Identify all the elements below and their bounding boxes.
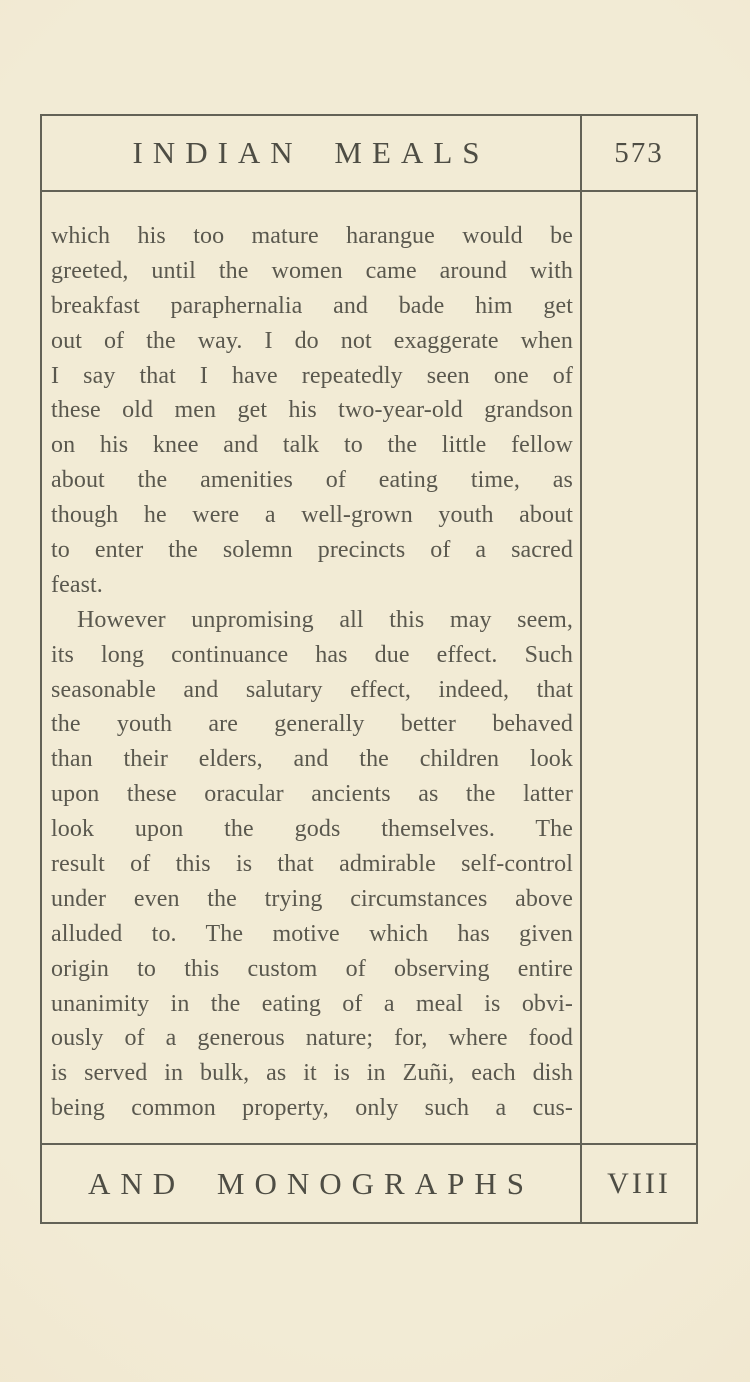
text-line: the youth are generally better behaved <box>51 711 573 738</box>
running-footer <box>42 1143 580 1222</box>
text-line: these old men get his two-year-old grandson <box>51 397 573 424</box>
page-number: 573 <box>614 136 664 169</box>
text-line: to enter the solemn precincts of a sacred <box>51 537 573 564</box>
series-title: AND MONOGRAPHS <box>88 1165 534 1201</box>
text-line: on his knee and talk to the little fellow <box>51 432 573 459</box>
volume-number: VIII <box>607 1166 671 1200</box>
text-line: origin to this custom of observing entire <box>51 955 573 982</box>
text-line: which his too mature harangue would be <box>51 223 573 249</box>
volume-cell <box>580 1143 696 1222</box>
text-line: look upon the gods themselves. The <box>51 816 573 843</box>
margin-column <box>580 192 696 1143</box>
text-line: alluded to. The motive which has given <box>51 920 573 947</box>
text-line: though he were a well-grown youth about <box>51 502 573 529</box>
running-header <box>42 116 580 192</box>
text-line: about the amenities of eating time, as <box>51 467 573 494</box>
text-line: under even the trying circumstances above <box>51 885 573 912</box>
text-line: being common property, only such a cus- <box>51 1095 573 1122</box>
text-line: result of this is that admirable self-control <box>51 851 573 878</box>
page-number-cell <box>580 116 696 192</box>
text-line: its long continuance has due effect. Such <box>51 641 573 668</box>
text-line: upon these oracular ancients as the latter <box>51 781 573 808</box>
text-line: However unpromising all this may seem, <box>77 606 573 633</box>
text-line: is served in bulk, as it is in Zuñi, each dish <box>51 1060 573 1087</box>
text-line: unanimity in the eating of a meal is obvi- <box>51 990 573 1017</box>
text-line: breakfast paraphernalia and bade him get <box>51 292 573 319</box>
text-line: seasonable and salutary effect, indeed, that <box>51 676 573 703</box>
page-frame <box>40 114 698 1224</box>
body-text-column <box>42 192 580 1143</box>
text-line: greeted, until the women came around with <box>51 257 573 284</box>
page-title: INDIAN MEALS <box>132 135 490 170</box>
text-line: ously of a generous nature; for, where food <box>51 1025 573 1052</box>
text-line: out of the way. I do not exaggerate when <box>51 327 573 354</box>
text-line: than their elders, and the children look <box>51 746 573 773</box>
text-line: I say that I have repeatedly seen one of <box>51 362 573 389</box>
text-line: feast. <box>51 571 103 598</box>
